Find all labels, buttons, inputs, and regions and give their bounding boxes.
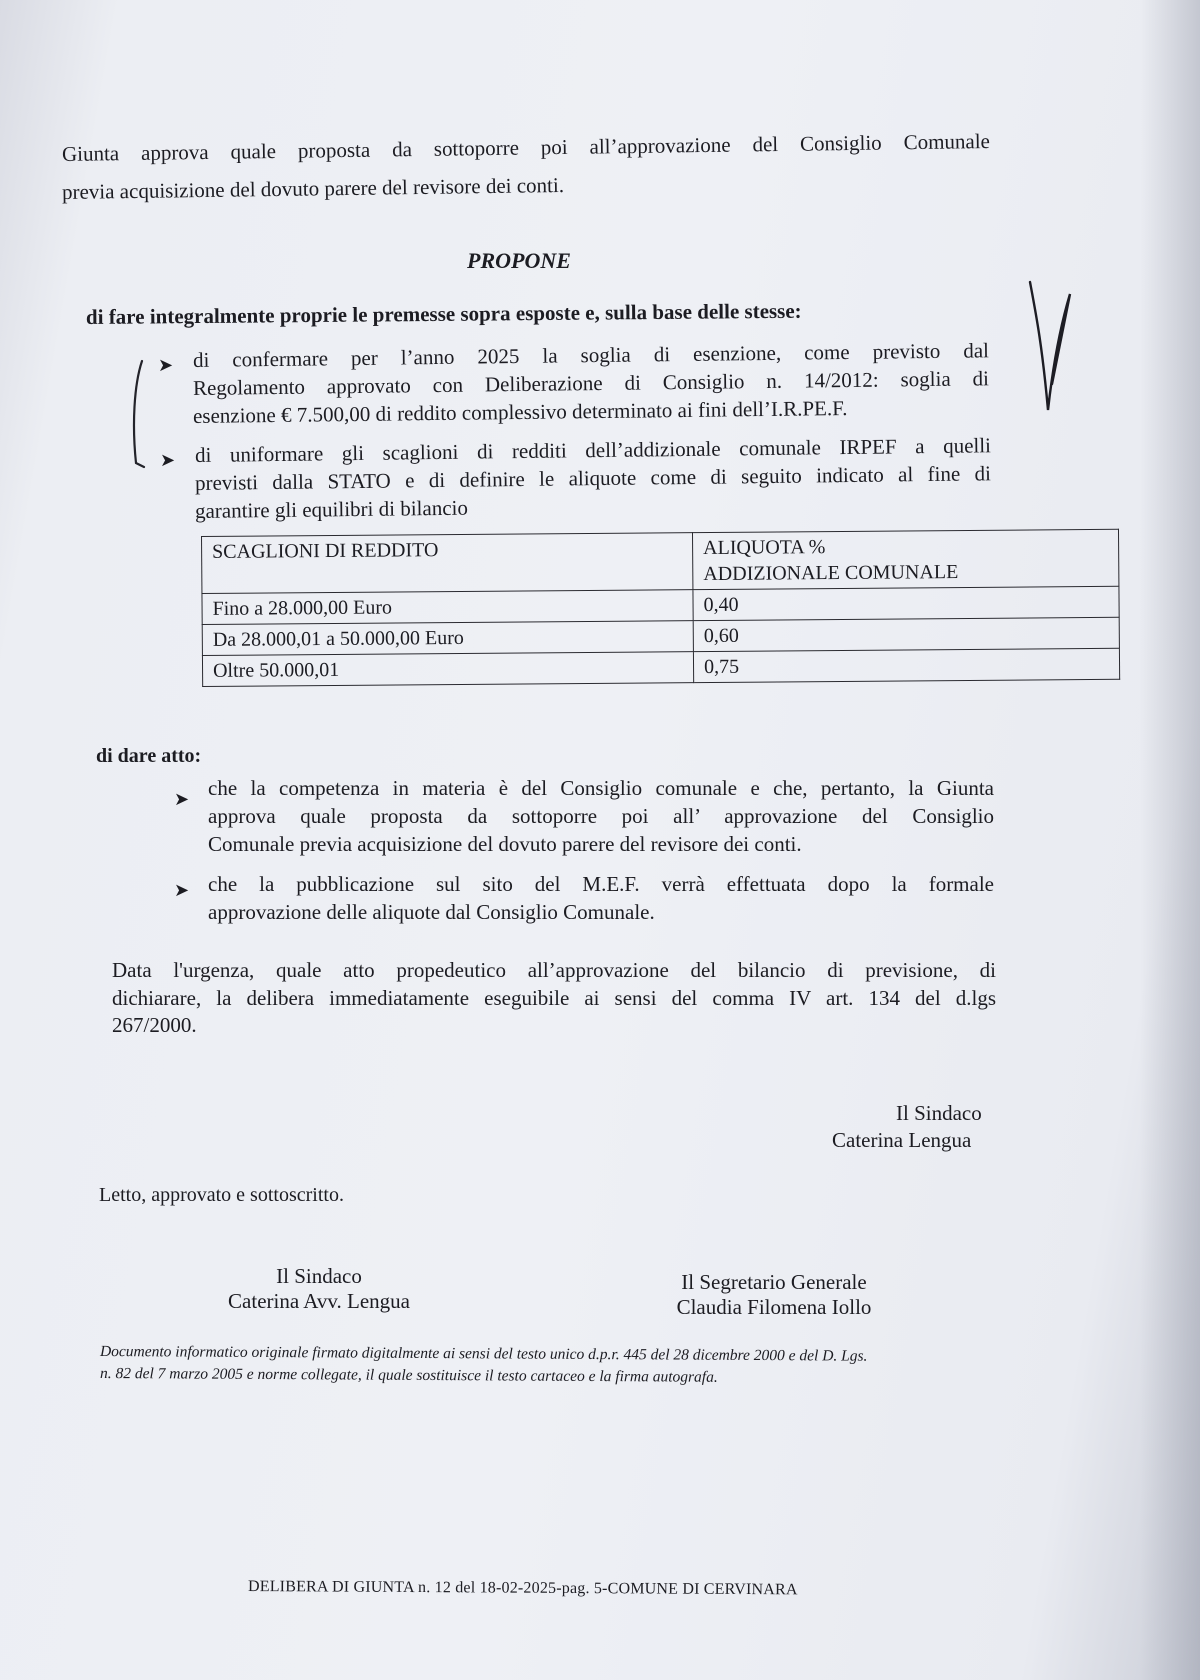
dare-atto-1-line-2: approva quale proposta da sottoporre poi all’ approvazione del Consiglio [208, 804, 994, 828]
page-footer: DELIBERA DI GIUNTA n. 12 del 18-02-2025-pag. 5-COMUNE DI CERVINARA [247, 1578, 798, 1599]
item-1-line-1: di confermare per l’anno 2025 la soglia di esenzione, come previsto dal [192, 338, 990, 372]
dare-atto-1-line-1: che la competenza in materia è del Consiglio comunale e che, pertanto, la Giunta [208, 776, 994, 800]
item-2-line-3: garantire gli equilibri di bilancio [194, 495, 469, 523]
table-cell-rate: 0,40 [693, 586, 1119, 620]
section-heading-propone: PROPONE [467, 248, 571, 273]
table-row [202, 648, 1119, 686]
signature-block-sindaco [208, 1264, 430, 1314]
signature-role: Il Sindaco [276, 1264, 362, 1288]
item-1-line-3: esenzione € 7.500,00 di reddito complessivo determinato ai fini dell’I.R.PE.F. [192, 396, 848, 428]
digital-note-line-1: Documento informatico originale firmato digitalmente ai sensi del testo unico d.p.r. 445 del 28 dicembre 2000 e del D. Lgs. [99, 1343, 868, 1365]
intro-line-2: previa acquisizione del dovuto parere del revisore dei conti. [61, 172, 565, 204]
intro-line-1: Giunta approva quale proposta da sottoporre poi all’approvazione del Consiglio Comunale [61, 129, 991, 166]
arrowhead-bullet-icon: ➤ [174, 880, 190, 900]
sindaco-role-top: Il Sindaco [896, 1101, 982, 1125]
urgency-line-2: dichiarare, la delibera immediatamente eseguibile ai sensi del comma IV art. 134 del d.lgs [112, 986, 996, 1010]
item-1-line-2: Regolamento approvato con Deliberazione di Consiglio n. 14/2012: soglia di [192, 366, 990, 400]
dare-atto-2-line-1: che la pubblicazione sul sito del M.E.F. verrà effettuata dopo la formale [208, 872, 994, 896]
table-cell-bracket: Oltre 50.000,01 [202, 652, 693, 687]
handwritten-bracket-mark [128, 355, 158, 475]
table-header-scaglioni: SCAGLIONI DI REDDITO [202, 533, 693, 594]
dare-atto-2-line-2: approvazione delle aliquote dal Consiglio Comunale. [208, 900, 655, 924]
table-cell-bracket: Fino a 28.000,00 Euro [202, 590, 693, 625]
arrowhead-bullet-icon: ➤ [158, 355, 174, 375]
signature-name: Caterina Avv. Lengua [228, 1289, 410, 1313]
signature-block-segretario [655, 1270, 893, 1320]
dare-atto-heading: di dare atto: [96, 745, 202, 767]
sindaco-name-top: Caterina Lengua [832, 1128, 972, 1152]
table-header-aliquota-line-1: ALIQUOTA % [703, 536, 826, 560]
handwritten-signature-mark [1022, 274, 1082, 424]
arrowhead-bullet-icon: ➤ [160, 450, 176, 470]
signature-role: Il Segretario Generale [681, 1270, 867, 1294]
item-2-line-1: di uniformare gli scaglioni di redditi dell’addizionale comunale IRPEF a quelli [194, 433, 992, 467]
letto-approvato: Letto, approvato e sottoscritto. [99, 1184, 344, 1206]
dare-atto-1-line-3: Comunale previa acquisizione del dovuto parere del revisore dei conti. [208, 832, 802, 856]
arrowhead-bullet-icon: ➤ [174, 789, 190, 809]
lead-sentence: di fare integralmente proprie le premesse sopra esposte e, sulla base delle stesse: [85, 298, 802, 329]
table-header-row [202, 529, 1119, 593]
tax-brackets-table [201, 529, 1120, 687]
digital-note-line-2: n. 82 del 7 marzo 2005 e norme collegate, il quale sostituisce il testo cartaceo e la firma autografa. [99, 1365, 718, 1386]
table-cell-rate: 0,60 [693, 617, 1119, 651]
table-cell-rate: 0,75 [693, 648, 1119, 682]
table-header-aliquota [692, 529, 1118, 589]
table-cell-bracket: Da 28.000,01 a 50.000,00 Euro [202, 621, 693, 656]
urgency-line-3: 267/2000. [112, 1013, 197, 1037]
table-header-aliquota-line-2: ADDIZIONALE COMUNALE [703, 561, 959, 586]
page-edge-shadow [1140, 0, 1200, 1680]
signature-name: Claudia Filomena Iollo [676, 1295, 872, 1319]
urgency-line-1: Data l'urgenza, quale atto propedeutico all’approvazione del bilancio di previsione, di [112, 958, 996, 982]
item-2-line-2: previsti dalla STATO e di definire le aliquote come di seguito indicato al fine di [194, 461, 992, 495]
